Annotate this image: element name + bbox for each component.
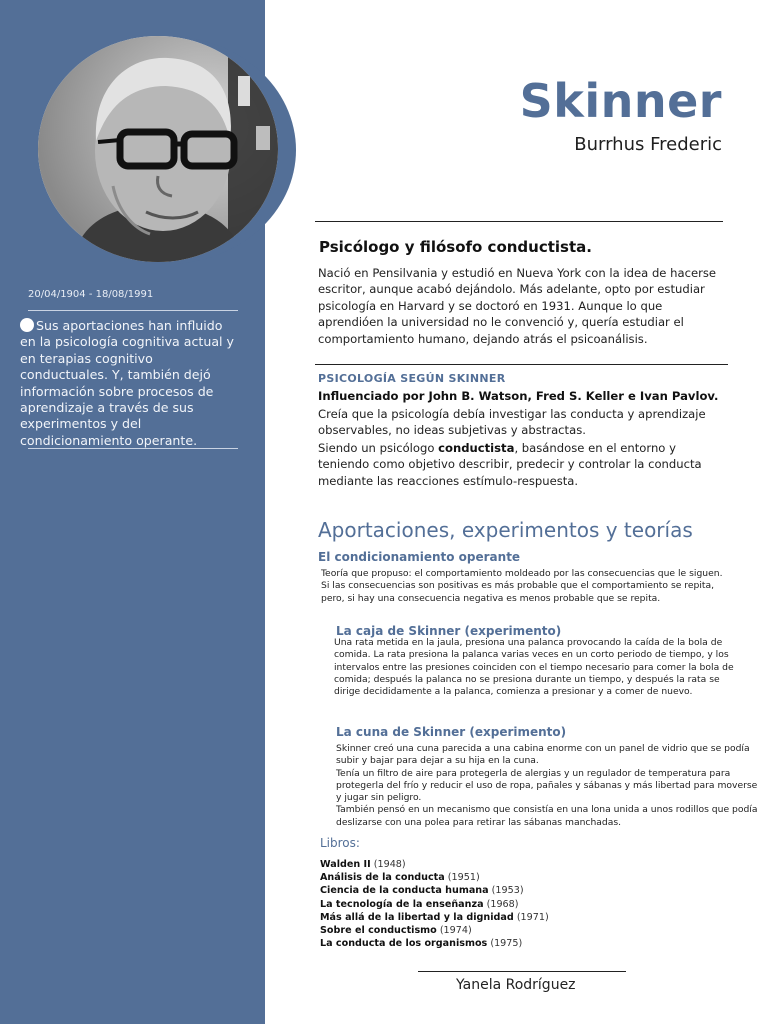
crib-text-1: Skinner creó una cuna parecida a una cabina enorme con un panel de vidrio que se podía subir y bajar para dejar a su hija en la cuna. bbox=[336, 743, 750, 767]
book-title: Análisis de la conducta bbox=[320, 872, 445, 884]
box-title: La caja de Skinner (experimento) bbox=[336, 624, 562, 638]
intro-title: Psicólogo y filósofo conductista. bbox=[319, 238, 592, 256]
box-text: Una rata metida en la jaula, presiona una palanca provocando la caída de la bola de comida. La rata presiona la palanca varias veces en un corto periodo de tiempo, y los intervalos entre las presiones coinciden con el tiempo necesario para comer la bola de comida; después la palanca no se presiona durante un tiempo, y después la rata se dirige decididamente a la palanca, comienza a presionar y a comer de nuevo. bbox=[334, 637, 734, 698]
book-year: (1968) bbox=[486, 898, 519, 910]
intro-body: Nació en Pensilvania y estudió en Nueva York con la idea de hacerse escritor, aunque acabó dejándolo. Más adelante, opto por estudiar psicología en Harvard y se doctoró en 1931. Aunque lo que aprendióen la universidad no le convenció y, quería estudiar el comportamiento humano, dejando atrás el psicoanálisis. bbox=[318, 266, 717, 346]
books-heading: Libros: bbox=[320, 836, 360, 850]
p2-start: Siendo un psicólogo bbox=[318, 441, 439, 455]
book-year: (1971) bbox=[516, 911, 549, 923]
psychology-paragraph-1: Creía que la psicología debía investigar las conducta y aprendizaje observables, no ideas subjetivas y abstractas. bbox=[318, 407, 706, 438]
book-item bbox=[320, 937, 549, 950]
book-title: Más allá de la libertad y la dignidad bbox=[320, 911, 514, 923]
psychology-heading: PSICOLOGÍA SEGÚN SKINNER bbox=[318, 372, 506, 385]
portrait-photo bbox=[38, 36, 278, 262]
book-year: (1953) bbox=[491, 885, 524, 897]
crib-text bbox=[336, 743, 764, 829]
section-divider bbox=[315, 364, 728, 365]
book-item bbox=[320, 924, 549, 937]
influence-line: Influenciado por John B. Watson, Fred S. Keller e Ivan Pavlov. bbox=[318, 389, 719, 403]
book-year: (1951) bbox=[447, 872, 480, 884]
p2-end: , basándose en el entorno y teniendo como objetivo describir, predecir y controlar la conducta mediante las reacciones estímulo-respuesta. bbox=[318, 441, 702, 488]
author-name: Yanela Rodríguez bbox=[456, 977, 576, 993]
book-year: (1975) bbox=[490, 938, 523, 950]
sidebar-divider-top bbox=[28, 310, 238, 311]
header-divider bbox=[315, 221, 723, 222]
book-title: La conducta de los organismos bbox=[320, 938, 488, 950]
operant-title: El condicionamiento operante bbox=[318, 550, 521, 564]
p2-emphasis: conductista bbox=[438, 441, 515, 455]
crib-text-3: También pensó en un mecanismo que consistía en una lona unida a unos rodillos que podía deslizarse con una polea para retirar las sábanas manchadas. bbox=[336, 804, 758, 828]
book-title: Sobre el conductismo bbox=[320, 925, 437, 937]
book-item bbox=[320, 898, 549, 911]
book-title: Ciencia de la conducta humana bbox=[320, 885, 489, 897]
contributions-heading: Aportaciones, experimentos y teorías bbox=[318, 518, 693, 542]
operant-text: Teoría que propuso: el comportamiento moldeado por las consecuencias que le siguen. Si las consecuencias son positivas es más probable que el comportamiento se repita, pero, si hay una consecuencia negativa es menos probable que se repita. bbox=[321, 568, 723, 604]
given-names: Burrhus Frederic bbox=[574, 134, 722, 155]
book-year: (1974) bbox=[439, 925, 472, 937]
book-item bbox=[320, 884, 549, 897]
sidebar-divider-bottom bbox=[28, 448, 238, 449]
books-list bbox=[320, 858, 549, 950]
crib-title: La cuna de Skinner (experimento) bbox=[336, 725, 567, 739]
surname: Skinner bbox=[519, 74, 722, 128]
book-title: Walden II bbox=[320, 859, 371, 870]
life-dates: 20/04/1904 - 18/08/1991 bbox=[28, 289, 154, 300]
book-item bbox=[320, 911, 549, 924]
book-item bbox=[320, 858, 549, 871]
sidebar-summary-text: Sus aportaciones han influido en la psicología cognitiva actual y en terapias cognitivo conductuales. Y, también dejó información sobre procesos de aprendizaje a través de sus experimentos y del condicionamiento operante. bbox=[20, 318, 235, 448]
psychology-paragraph-2 bbox=[318, 440, 728, 489]
book-year: (1948) bbox=[373, 859, 406, 870]
sidebar-summary bbox=[20, 318, 242, 449]
book-title: La tecnología de la enseñanza bbox=[320, 898, 484, 910]
crib-text-2: Tenía un filtro de aire para protegerla de alergias y un regulador de temperatura para protegerla del frío y reducir el uso de ropa, pañales y sábanas y más libertad para moverse y jugar sin peligro. bbox=[336, 767, 758, 804]
signature-line bbox=[418, 971, 626, 972]
bullet-dot-icon bbox=[20, 318, 34, 332]
book-item bbox=[320, 871, 549, 884]
